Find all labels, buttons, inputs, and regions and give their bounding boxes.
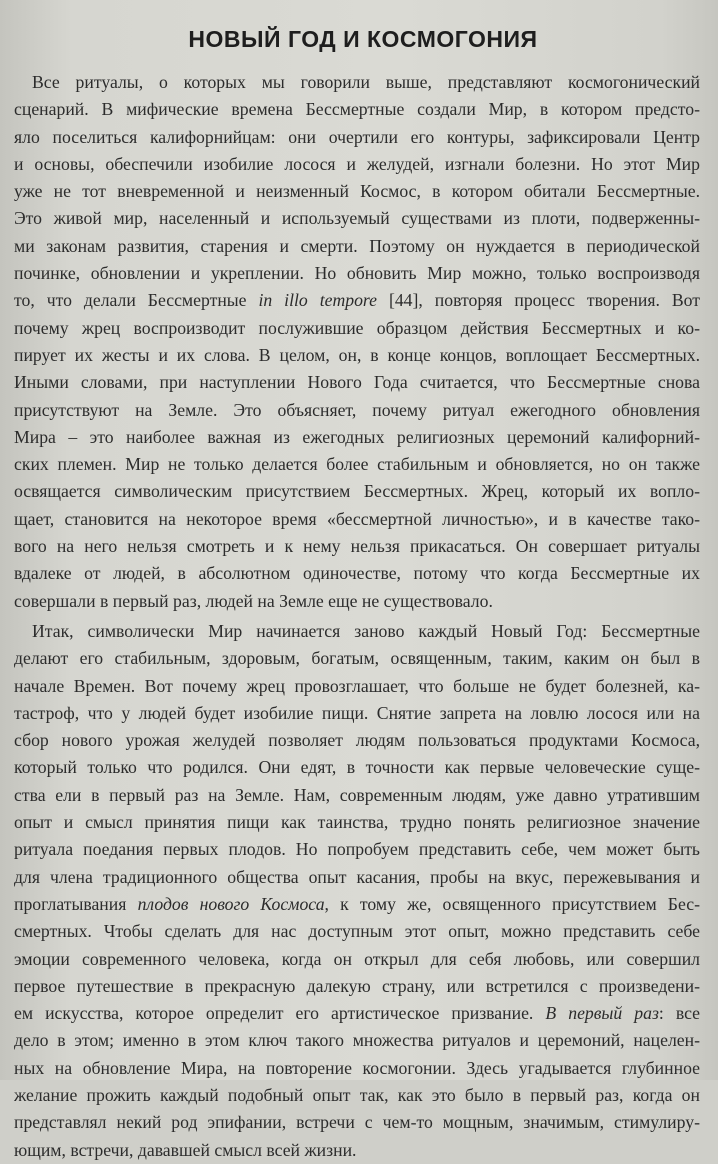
- text-line: представлял некий род эпифании, встречи с чем-то мощным, значимым, стимулиру-: [14, 1112, 700, 1133]
- text-line: щает, становится на некоторое время «бессмертной личностью», и в качестве тако-: [14, 508, 700, 529]
- text-line: Все ритуалы, о которых мы говорили выше, представляют космогонический: [32, 72, 700, 92]
- text-line: починке, обновлении и укреплении. Но обновить Мир можно, только воспроизводя: [14, 263, 700, 284]
- text-line: и основы, обеспечили изобилие лосося и желудей, изгнали болезни. Но этот Мир: [14, 153, 700, 174]
- text-line: ных на обновление Мира, на повторение космогонии. Здесь угадывается глубинное: [14, 1057, 700, 1078]
- text-run: ем искусства, которое определит его артистическое призвание.: [14, 1003, 546, 1024]
- text-run: , к тому же, освященного присутствием Бес-: [324, 893, 700, 914]
- text-line: ритуала поедания первых плодов. Но попробуем представить себе, чем может быть: [14, 839, 700, 860]
- text-line: эмоции современного человека, когда он открыл для себя любовь, или совершил: [14, 948, 700, 969]
- text-run: то, что делали Бессмертные: [14, 290, 259, 311]
- text-line: [14, 287, 700, 314]
- text-line: яло поселиться калифорнийцам: они очертили его контуры, зафиксировали Центр: [14, 126, 700, 147]
- text-line: сценарий. В мифические времена Бессмертные создали Мир, в котором предсто-: [14, 99, 700, 120]
- text-line: смертных. Чтобы сделать для нас доступным этот опыт, можно представить себе: [14, 921, 700, 942]
- text-line: ми законам развития, старения и смерти. Поэтому он нуждается в периодической: [14, 235, 700, 256]
- text-line: ства ели в первый раз на Земле. Нам, современным людям, уже давно утратившим: [14, 784, 700, 805]
- text-run: : все: [658, 1003, 700, 1024]
- text-line: [14, 1000, 700, 1027]
- text-line: вого на него нельзя смотреть и к нему нельзя прикасаться. Он совершает ритуалы: [14, 536, 700, 557]
- paragraph-2: [14, 618, 700, 1164]
- text-run: [44], повторяя процесс творения. Вот: [377, 290, 700, 311]
- text-line: дело в этом; именно в этом ключ такого множества ритуалов и церемоний, нацелен-: [14, 1030, 700, 1051]
- text-line: совершали в первый раз, людей на Земле еще не существовало.: [14, 590, 493, 611]
- text-line: тастроф, что у людей будет изобилие пищи. Снятие запрета на ловлю лосося или на: [14, 702, 700, 723]
- text-line: начале Времен. Вот почему жрец провозглашает, что больше не будет болезней, ка-: [14, 675, 700, 696]
- text-line: Это живой мир, населенный и используемый существами из плоти, подверженны-: [14, 208, 700, 229]
- text-line: вдалеке от людей, в абсолютном одиночестве, потому что когда Бессмертные их: [14, 563, 700, 584]
- text-line: уже не тот вневременной и неизменный Космос, в котором обитали Бессмертные.: [14, 181, 700, 202]
- text-run: проглатывания: [14, 893, 138, 914]
- paragraph-1: [14, 69, 700, 615]
- text-line: Итак, символически Мир начинается заново каждый Новый Год: Бессмертные: [32, 620, 700, 641]
- text-line: ских племен. Мир не только делается более стабильным и обновляется, но он также: [14, 454, 700, 475]
- text-line: ющим, встречи, дававшей смысл всей жизни.: [14, 1139, 357, 1160]
- text-line: сбор нового урожая желудей позволяет людям пользоваться продуктами Космоса,: [14, 730, 700, 751]
- text-line: освящается символическим присутствием Бессмертных. Жрец, который их вопло-: [14, 481, 700, 502]
- text-line: делают его стабильным, здоровым, богатым, освященным, таким, каким он был в: [14, 648, 700, 669]
- text-line: Иными словами, при наступлении Нового Года считается, что Бессмертные снова: [14, 372, 700, 393]
- italic-phrase: плодов нового Космоса: [137, 893, 325, 914]
- text-line: пирует их жесты и их слова. В целом, он, в конце концов, воплощает Бессмертных.: [14, 344, 700, 365]
- text-line: опыт и смысл принятия пищи как таинства, трудно понять религиозное значение: [14, 812, 700, 833]
- text-line: почему жрец воспроизводит послужившие образцом действия Бессмертных и ко-: [14, 317, 700, 338]
- text-line: первое путешествие в прекрасную далекую страну, или встретился с произведени-: [14, 975, 700, 996]
- italic-phrase: В первый раз: [545, 1003, 659, 1024]
- chapter-heading: НОВЫЙ ГОД И КОСМОГОНИЯ: [188, 26, 538, 52]
- text-line: желание прожить каждый подобный опыт так, как это было в первый раз, когда он: [14, 1084, 700, 1105]
- text-line: для члена традиционного общества опыт касания, пробы на вкус, пережевывания и: [14, 866, 700, 887]
- italic-phrase: in illo tempore: [258, 290, 377, 311]
- text-line: присутствуют на Земле. Это объясняет, почему ритуал ежегодного обновления: [14, 399, 700, 420]
- text-line: Мира – это наиболее важная из ежегодных религиозных церемоний калифорний-: [14, 426, 700, 447]
- text-line: [14, 891, 700, 918]
- text-line: который только что родился. Они едят, в точности как первые человеческие суще-: [14, 757, 700, 778]
